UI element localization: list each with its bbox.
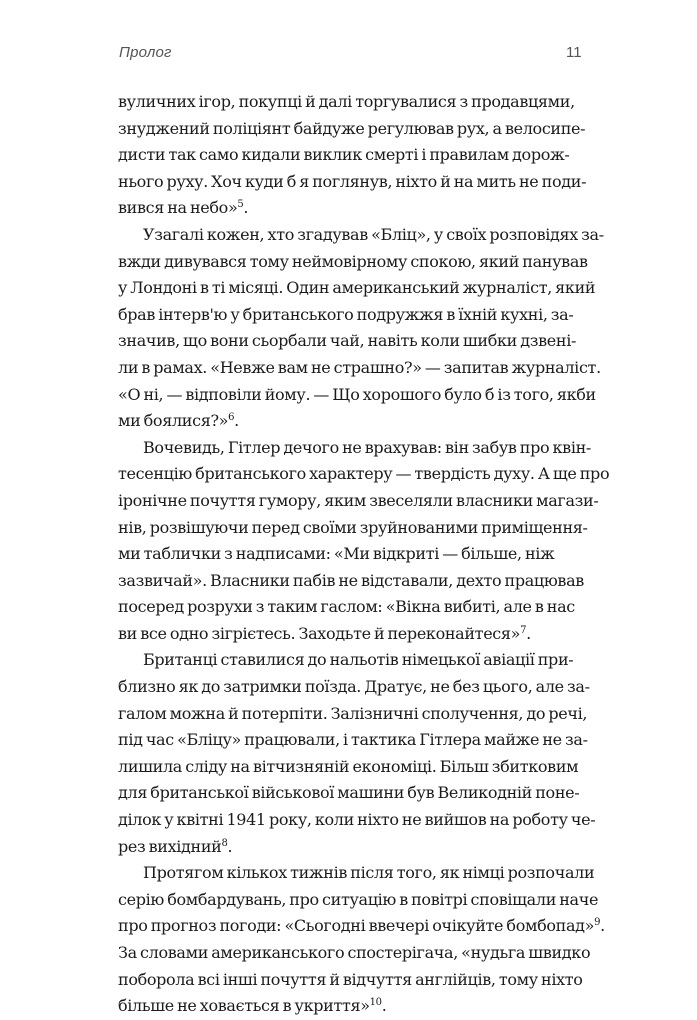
body-text [118, 89, 610, 1020]
running-head-title: Пролог [119, 44, 172, 61]
footnote-ref: 8 [221, 837, 228, 849]
text-line: близно як до затримки поїзда. Дратує, не без цього, але за- [118, 677, 590, 697]
text-line: ви все одно зігрієтесь. Заходьте й переконайтеся»$^7$. [118, 623, 531, 643]
footnote-ref: 9 [594, 917, 601, 929]
text-line: іронічне почуття гумору, яким звеселяли власники магази- [118, 490, 599, 510]
text-line: галом можна й потерпіти. Залізничні сполучення, до речі, [118, 703, 588, 723]
text-fragment: ми боялися?» [118, 411, 229, 431]
text-line: рез вихідний$^8$. [118, 836, 233, 856]
text-line: Узагалі кожен, хто згадував «Бліц», у своїх розповідях за- [143, 224, 604, 244]
text-line: нього руху. Хоч куди б я поглянув, ніхто й на мить не поди- [118, 171, 587, 191]
text-line: Британці ставилися до нальотів німецької авіації при- [143, 650, 574, 670]
text-line: брав інтерв'ю у британського подружжя в їхній кухні, за- [118, 304, 574, 324]
text-line: Протягом кількох тижнів після того, як німці розпочали [143, 863, 595, 883]
text-line: вуличних ігор, покупці й далі торгувалися з продавцями, [118, 92, 575, 111]
text-line [118, 993, 598, 1020]
text-line: посеред розрухи з таким гаслом: «Вікна вибиті, але в нас [118, 597, 575, 617]
text-line: у Лондоні в ті місяці. Один американський журналіст, який [118, 278, 596, 298]
text-line: ми боялися?»$^6$. [118, 411, 239, 431]
text-line: під час «Бліцу» працювали, і тактика Гітлера майже не за- [118, 730, 588, 750]
text-line: ділок у квітні 1941 року, коли ніхто не вийшов на роботу че- [118, 810, 596, 830]
text-fragment: . [600, 916, 605, 936]
text-fragment: . [381, 996, 387, 1016]
text-line: вився на небо»$^5$. [118, 198, 249, 218]
footnote-ref: 10 [369, 997, 382, 1009]
text-line: Вочевидь, Гітлер дечого не врахував: він забув про квін- [143, 437, 591, 457]
text-line: для британської військової машини був Великодній поне- [118, 783, 580, 803]
text-fragment: більше не ховається в укриття» [118, 996, 370, 1016]
text-line: знуджений поліціянт байдуже регулював рух, а велосипе- [118, 118, 586, 138]
text-line: значив, що вони сьорбали чай, навіть коли шибки дзвені- [118, 331, 577, 351]
text-line: лишила сліду на вітчизняній економіці. Більш збитковим [118, 756, 579, 776]
text-fragment: про прогноз погоди: «Сьогодні ввечері очікуйте бомбопад» [118, 916, 595, 936]
footnote-ref: 6 [228, 412, 235, 424]
text-line: вжди дивувався тому неймовірному спокою, який панував [118, 251, 588, 271]
text-line: За словами американського спостерігача, «нудьга швидко [118, 943, 591, 962]
text-line [118, 913, 605, 940]
text-line: тесенцію британського характеру — твердість духу. А ще про [118, 464, 610, 484]
text-line: ми таблички з надписами: «Ми відкриті — більше, ніж [118, 544, 555, 564]
text-line: нів, розвішуючи перед своїми зруйнованими приміщення- [118, 517, 588, 537]
page-number: 11 [566, 44, 582, 61]
text-line: зазвичай». Власники пабів не відставали, дехто працював [118, 570, 584, 590]
text-fragment: вився на небо» [118, 198, 238, 218]
text-line: ли в рамах. «Невже вам не страшно?» — запитав журналіст. [118, 357, 601, 377]
footnote-ref: 7 [520, 624, 527, 636]
text-line: поборола всі інші почуття й відчуття англійців, тому ніхто [118, 969, 583, 989]
text-fragment: ви все одно зігрієтесь. Заходьте й переконайтеся» [118, 623, 521, 643]
footnote-ref: 5 [237, 199, 244, 211]
text-line: серію бомбардувань, про ситуацію в повітрі сповіщали наче [118, 889, 599, 909]
text-line: дисти так само кидали виклик смерті і правилам дорож- [118, 145, 570, 165]
text-fragment: рез вихідний [118, 836, 222, 856]
text-line: «О ні, — відповіли йому. — Що хорошого було б із того, якби [118, 384, 596, 404]
